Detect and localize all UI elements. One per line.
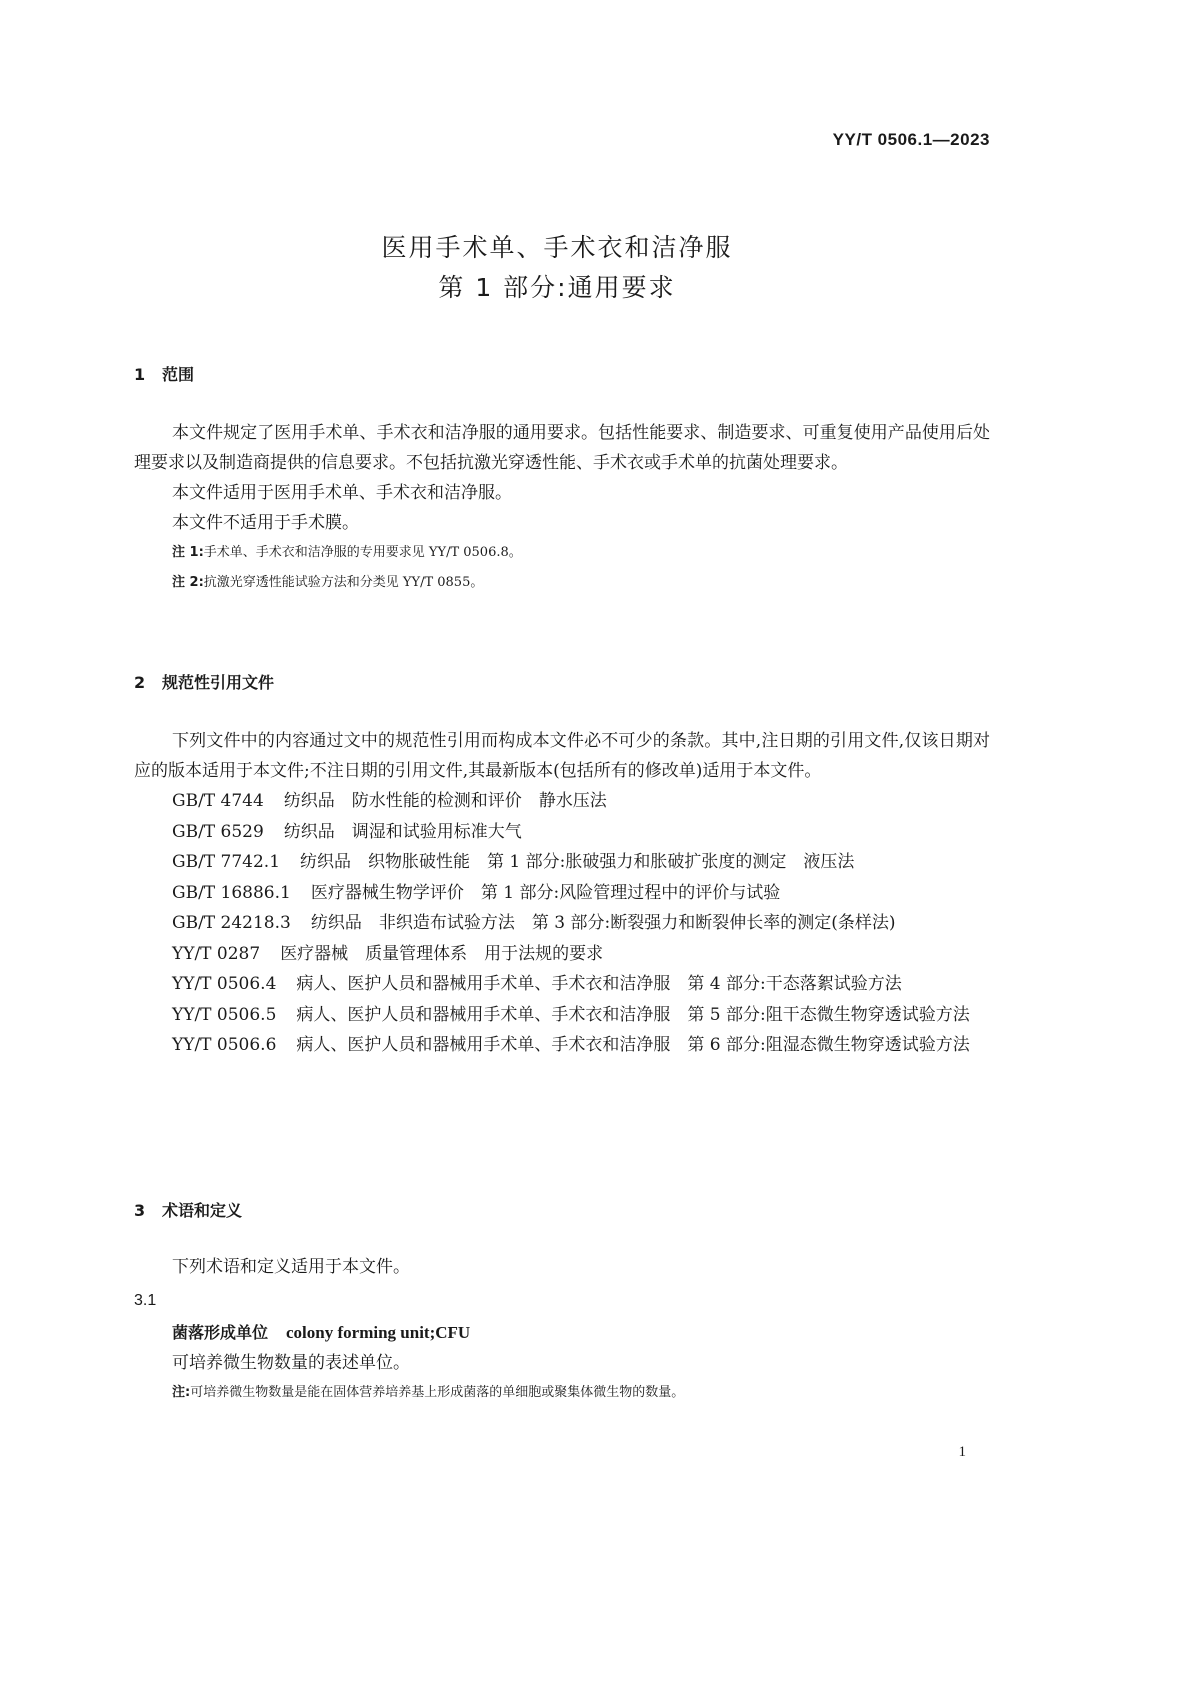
scope-applicability: 本文件适用于医用手术单、手术衣和洁净服。 — [172, 483, 512, 503]
section-title: 范围 — [162, 365, 195, 384]
term-name-zh: 菌落形成单位 — [172, 1323, 269, 1342]
section-number: 1 — [134, 365, 146, 384]
section-2-body — [134, 726, 990, 1061]
reference-code: GB/T 24218.3 — [172, 913, 291, 933]
reference-title: 病人、医护人员和器械用手术单、手术衣和洁净服 第 6 部分:阻湿态微生物穿透试验方法 — [296, 1035, 970, 1055]
note-text: 可培养微生物数量是能在固体营养培养基上形成菌落的单细胞或聚集体微生物的数量。 — [190, 1385, 685, 1400]
reference-code: GB/T 7742.1 — [172, 852, 281, 872]
note-label: 注: — [172, 1385, 191, 1400]
term-number: 3.1 — [134, 1292, 157, 1309]
reference-item — [134, 1000, 990, 1031]
reference-item — [134, 878, 990, 909]
reference-item — [134, 939, 990, 970]
note-text: 手术单、手术衣和洁净服的专用要求见 YY/T 0506.8。 — [203, 545, 522, 560]
scope-exclusion: 本文件不适用于手术膜。 — [172, 513, 359, 533]
page-number: 1 — [958, 1444, 966, 1460]
section-title: 术语和定义 — [162, 1201, 243, 1220]
terms-intro: 下列术语和定义适用于本文件。 — [172, 1257, 410, 1277]
note-label: 注 2: — [172, 575, 204, 590]
reference-item — [134, 847, 990, 878]
section-2-heading — [134, 670, 274, 693]
note-text: 抗激光穿透性能试验方法和分类见 YY/T 0855。 — [203, 575, 484, 590]
term-heading — [172, 1320, 470, 1343]
reference-title: 纺织品 织物胀破性能 第 1 部分:胀破强力和胀破扩张度的测定 液压法 — [300, 852, 855, 872]
document-title-line-1: 医用手术单、手术衣和洁净服 — [381, 233, 733, 262]
reference-title: 病人、医护人员和器械用手术单、手术衣和洁净服 第 5 部分:阻干态微生物穿透试验方法 — [296, 1004, 970, 1025]
reference-item — [134, 786, 990, 817]
reference-code: GB/T 6529 — [172, 821, 264, 842]
reference-item — [134, 1030, 990, 1061]
reference-title: 医疗器械 质量管理体系 用于法规的要求 — [280, 943, 604, 964]
term-note — [134, 1378, 990, 1408]
reference-code: GB/T 16886.1 — [172, 882, 291, 903]
reference-item — [134, 969, 990, 1000]
reference-code: YY/T 0287 — [172, 943, 261, 964]
section-title: 规范性引用文件 — [162, 673, 275, 692]
reference-item — [134, 908, 990, 939]
reference-title: 纺织品 防水性能的检测和评价 静水压法 — [283, 791, 607, 811]
section-3-intro — [134, 1252, 990, 1282]
section-1-body — [134, 418, 990, 598]
term-definition: 可培养微生物数量的表述单位。 — [172, 1353, 410, 1373]
reference-code: YY/T 0506.5 — [172, 1004, 277, 1025]
reference-title: 医疗器械生物学评价 第 1 部分:风险管理过程中的评价与试验 — [310, 882, 781, 903]
reference-code: YY/T 0506.6 — [172, 1035, 277, 1055]
reference-code: YY/T 0506.4 — [172, 974, 277, 994]
scope-note-2 — [134, 568, 990, 598]
reference-item — [134, 817, 990, 848]
reference-title: 纺织品 调湿和试验用标准大气 — [283, 821, 522, 842]
section-3-heading — [134, 1198, 242, 1221]
note-label: 注 1: — [172, 545, 204, 560]
reference-title: 纺织品 非织造布试验方法 第 3 部分:断裂强力和断裂伸长率的测定(条样法) — [310, 913, 896, 933]
section-number: 3 — [134, 1201, 146, 1220]
document-code: YY/T 0506.1—2023 — [832, 130, 990, 149]
normative-references-intro: 下列文件中的内容通过文中的规范性引用而构成本文件必不可少的条款。其中,注日期的引用文件,仅该日期对应的版本适用于本文件;不注日期的引用文件,其最新版本(包括所有的修改单)适用于本文件。 — [134, 731, 990, 781]
reference-title: 病人、医护人员和器械用手术单、手术衣和洁净服 第 4 部分:干态落絮试验方法 — [296, 974, 902, 994]
term-name-en: colony forming unit;CFU — [286, 1323, 471, 1342]
scope-paragraph: 本文件规定了医用手术单、手术衣和洁净服的通用要求。包括性能要求、制造要求、可重复使用产品使用后处理要求以及制造商提供的信息要求。不包括抗激光穿透性能、手术衣或手术单的抗菌处理要求。 — [134, 423, 990, 473]
reference-code: GB/T 4744 — [172, 791, 264, 811]
section-1-heading — [134, 362, 194, 385]
term-body — [134, 1348, 990, 1408]
scope-note-1 — [134, 538, 990, 568]
section-number: 2 — [134, 673, 146, 692]
document-title-line-2: 第 1 部分:通用要求 — [438, 273, 676, 302]
